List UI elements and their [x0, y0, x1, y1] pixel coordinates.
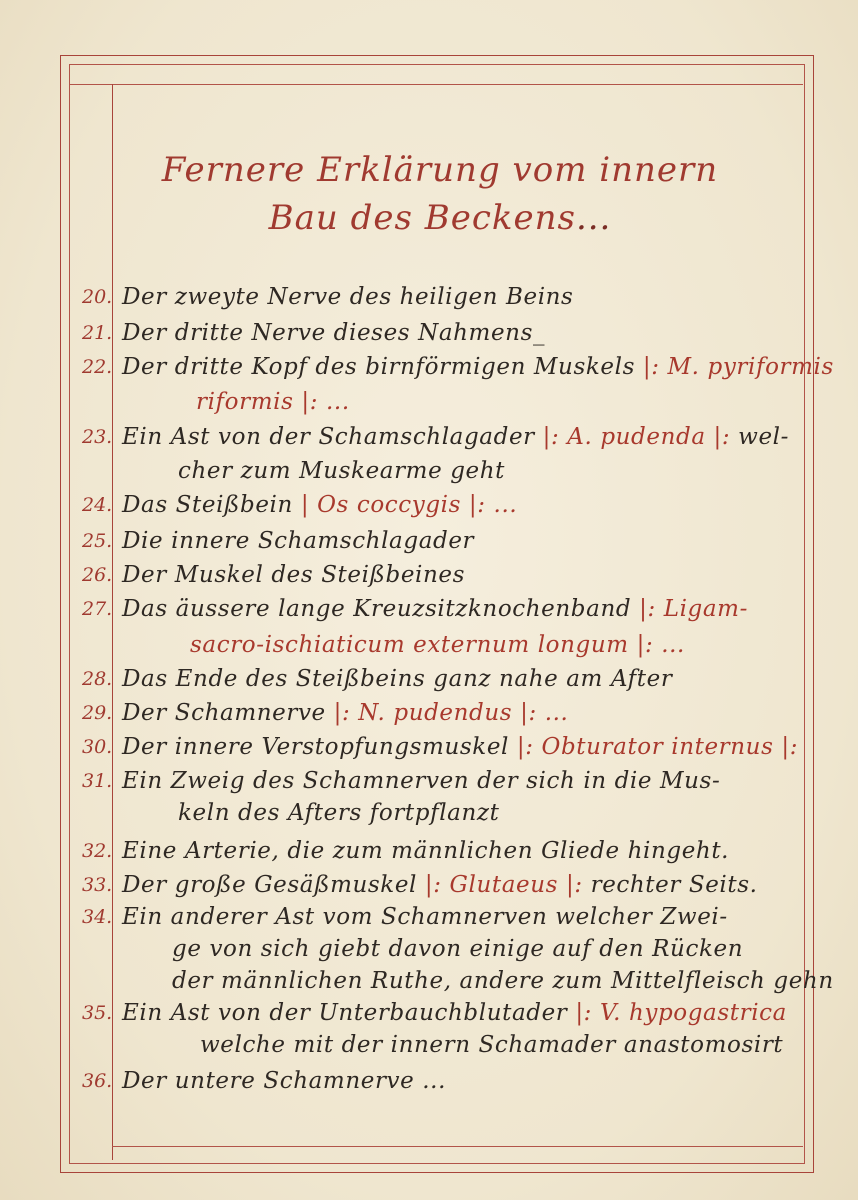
entry-text: Der innere Verstopfungsmuskel — [122, 734, 509, 760]
entry-continuation: der männlichen Ruthe, andere zum Mittelfleisch gehn — [172, 968, 834, 994]
latin-term: N. pudendus — [358, 700, 513, 726]
entry-line: Ein Ast von der Unterbauchblutader |: V. hypogastrica — [122, 1000, 787, 1026]
entry-number: 36. — [82, 1070, 113, 1092]
latin-term: Os coccygis — [317, 492, 462, 518]
bottom-rule — [112, 1146, 803, 1147]
entry-text-after: rechter Seits. — [590, 872, 758, 898]
entry-line: Der große Gesäßmuskel |: Glutaeus |: rechter Seits. — [122, 872, 758, 898]
entry-text: Ein Ast von der Schamschlagader — [122, 424, 535, 450]
latin-term-continuation: sacro-ischiaticum externum longum — [190, 632, 629, 658]
latin-term: V. hypogastrica — [599, 1000, 787, 1026]
latin-term: Glutaeus — [449, 872, 559, 898]
entry-number: 24. — [82, 494, 113, 516]
entry-line: Das äussere lange Kreuzsitzknochenband |: Ligam- — [122, 596, 748, 622]
entry-text: Der Schamnerve — [122, 700, 326, 726]
entry-number: 22. — [82, 356, 113, 378]
entry-number: 21. — [82, 322, 113, 344]
subtitle-dots: ... — [575, 198, 612, 238]
entry-number: 32. — [82, 840, 113, 862]
entry-text: Ein Ast von der Unterbauchblutader — [122, 1000, 568, 1026]
entry-line: Der Schamnerve |: N. pudendus |: ... — [122, 700, 569, 726]
entry-number: 26. — [82, 564, 113, 586]
entry-number: 28. — [82, 668, 113, 690]
subtitle-text: Bau des Beckens — [268, 198, 576, 238]
latin-term-continuation: riformis — [196, 389, 294, 415]
entry-line: Der innere Verstopfungsmuskel |: Obturator internus |: — [122, 734, 799, 760]
entry-number: 33. — [82, 874, 113, 896]
entry-line: Der dritte Kopf des birnförmigen Muskels |: M. pyriformis — [122, 354, 834, 380]
entry-text: Ein anderer Ast vom Schamnerven welcher Zwei- — [122, 904, 728, 930]
latin-term: M. pyriformis — [667, 354, 834, 380]
entry-continuation: keln des Afters fortpflanzt — [178, 800, 500, 826]
margin-rule — [112, 84, 113, 1160]
entry-number: 31. — [82, 770, 113, 792]
page-title: Fernere Erklärung vom innern — [161, 150, 719, 190]
latin-term: A. pudenda — [567, 424, 706, 450]
entry-text: Der dritte Kopf des birnförmigen Muskels — [122, 354, 635, 380]
entry-line: Ein Ast von der Schamschlagader |: A. pudenda |: wel- — [122, 424, 789, 450]
entry-text: Der untere Schamnerve — [122, 1068, 415, 1094]
entry-number: 29. — [82, 702, 113, 724]
entry-number: 27. — [82, 598, 113, 620]
entry-continuation: cher zum Muskearme geht — [178, 458, 506, 484]
entry-line: Das Steißbein | Os coccygis |: ... — [122, 492, 518, 518]
entry-line: Der untere Schamnerve ... — [122, 1068, 447, 1094]
entry-text: Das Ende des Steißbeins ganz nahe am After — [122, 666, 673, 692]
entry-continuation: ge von sich giebt davon einige auf den Rücken — [172, 936, 744, 962]
page-subtitle — [120, 198, 760, 238]
entry-number: 35. — [82, 1002, 113, 1024]
entry-continuation: riformis |: ... — [196, 389, 350, 415]
entry-number: 30. — [82, 736, 113, 758]
entry-text: Das äussere lange Kreuzsitzknochenband — [122, 596, 632, 622]
entry-number: 23. — [82, 426, 113, 448]
entry-text: Der zweyte Nerve des heiligen Beins — [122, 284, 574, 310]
entry-text: Der große Gesäßmuskel — [122, 872, 418, 898]
entry-text: Die innere Schamschlagader — [122, 528, 475, 554]
entry-text: Das Steißbein — [122, 492, 293, 518]
top-rule — [69, 84, 803, 85]
entry-text: Eine Arterie, die zum männlichen Gliede hingeht. — [122, 838, 730, 864]
entry-text: Der Muskel des Steißbeines — [122, 562, 466, 588]
entry-continuation: sacro-ischiaticum externum longum |: ... — [190, 632, 685, 658]
entry-number: 25. — [82, 530, 113, 552]
latin-term: Ligam- — [663, 596, 748, 622]
entry-continuation: welche mit der innern Schamader anastomosirt — [200, 1032, 784, 1058]
entry-text-after: wel- — [738, 424, 789, 450]
latin-term: Obturator internus — [541, 734, 774, 760]
entry-number: 34. — [82, 906, 113, 928]
entry-text: Ein Zweig des Schamnerven der sich in die Mus- — [122, 768, 721, 794]
entry-number: 20. — [82, 286, 113, 308]
entry-text: Der dritte Nerve dieses Nahmens_ — [122, 320, 546, 346]
